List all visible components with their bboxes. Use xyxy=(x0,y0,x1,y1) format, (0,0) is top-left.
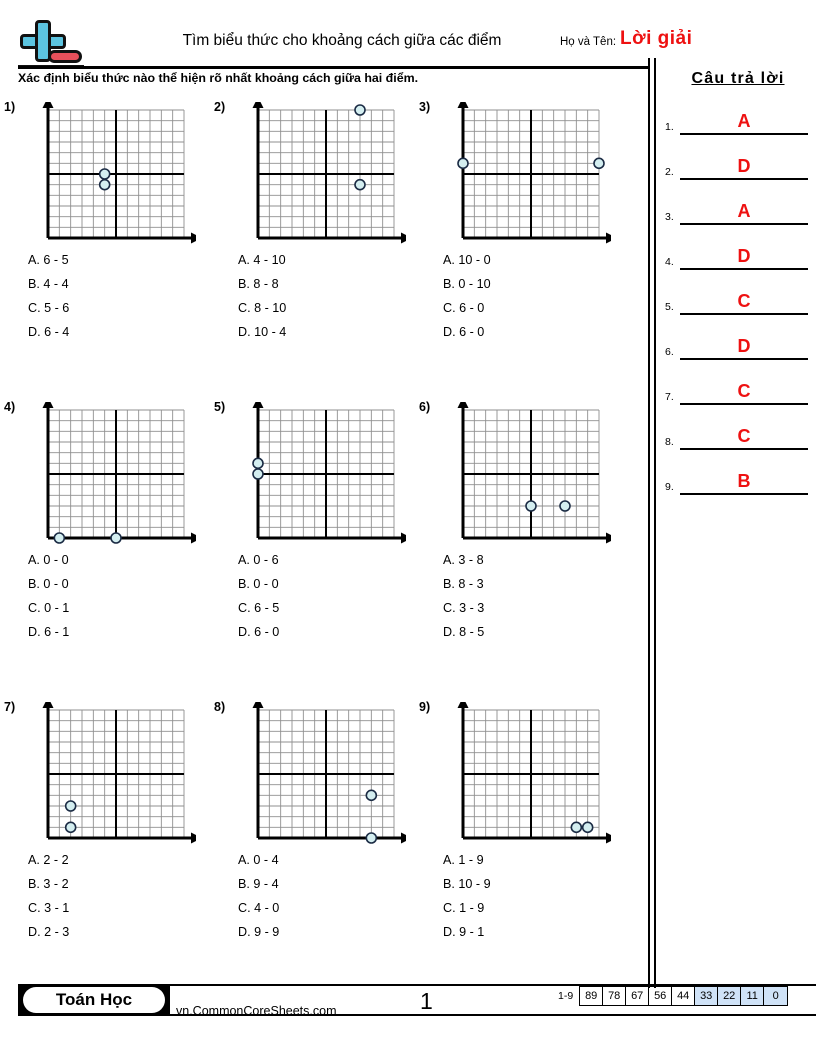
coordinate-plane xyxy=(246,402,406,550)
panel-divider-left xyxy=(648,58,650,988)
score-scale-cell: 33 xyxy=(695,987,718,1005)
answer-number: 6. xyxy=(665,346,674,358)
score-scale xyxy=(558,986,788,1006)
page-title: Tìm biểu thức cho khoảng cách giữa các điểm xyxy=(182,32,502,49)
score-scale-cell: 78 xyxy=(603,987,626,1005)
logo-minus-bar xyxy=(48,50,82,63)
answer-choice[interactable]: D. 2 - 3 xyxy=(28,925,70,939)
question-plot xyxy=(246,102,406,250)
question-item xyxy=(210,396,415,696)
answer-value: C xyxy=(737,381,751,401)
question-row xyxy=(0,396,648,696)
answer-choices xyxy=(238,248,413,344)
answer-choice[interactable]: C. 5 - 6 xyxy=(28,301,70,315)
question-number: 6) xyxy=(419,400,431,414)
data-point xyxy=(100,180,110,190)
data-point xyxy=(355,105,365,115)
answer-value: A xyxy=(737,111,751,131)
question-number: 3) xyxy=(419,100,431,114)
answer-row xyxy=(660,360,816,405)
question-number: 8) xyxy=(214,700,226,714)
score-scale-cell: 89 xyxy=(580,987,603,1005)
answer-choice[interactable]: A. 1 - 9 xyxy=(443,853,484,867)
answer-row xyxy=(660,450,816,495)
question-number: 5) xyxy=(214,400,226,414)
data-point xyxy=(253,469,263,479)
answer-choice[interactable]: B. 9 - 4 xyxy=(238,877,279,891)
answer-choices xyxy=(443,548,618,644)
answer-choice[interactable]: A. 0 - 4 xyxy=(238,853,279,867)
question-plot xyxy=(246,702,406,850)
question-item xyxy=(415,96,620,396)
answer-choice[interactable]: C. 8 - 10 xyxy=(238,301,287,315)
plus-minus-icon xyxy=(18,20,80,68)
answer-key-rows xyxy=(660,90,816,495)
coordinate-plane xyxy=(36,402,196,550)
answer-choice[interactable]: D. 9 - 9 xyxy=(238,925,280,939)
question-plot xyxy=(36,702,196,850)
answer-choice[interactable]: B. 4 - 4 xyxy=(28,277,69,291)
answer-number: 8. xyxy=(665,436,674,448)
data-point xyxy=(560,501,570,511)
question-item xyxy=(415,696,620,996)
answer-choices xyxy=(238,848,413,944)
coordinate-plane xyxy=(246,102,406,250)
question-row xyxy=(0,696,648,996)
data-point xyxy=(583,822,593,832)
answer-choices xyxy=(28,848,203,944)
answer-value: C xyxy=(737,291,751,311)
name-value: Lời giải xyxy=(620,28,693,49)
data-point xyxy=(571,822,581,832)
data-point xyxy=(526,501,536,511)
answer-value: A xyxy=(737,201,751,221)
question-item xyxy=(0,696,205,996)
data-point xyxy=(458,158,468,168)
question-item xyxy=(415,396,620,696)
brand-label: Toán Học xyxy=(23,987,165,1013)
brand-badge xyxy=(18,984,170,1016)
answer-choice[interactable]: D. 10 - 4 xyxy=(238,325,287,339)
answer-choice[interactable]: A. 3 - 8 xyxy=(443,553,484,567)
panel-divider-right xyxy=(654,58,656,988)
question-plot xyxy=(451,702,611,850)
score-scale-cell: 0 xyxy=(764,987,787,1005)
score-scale-cell: 67 xyxy=(626,987,649,1005)
answer-choice[interactable]: D. 8 - 5 xyxy=(443,625,485,639)
answer-row xyxy=(660,135,816,180)
answer-value: D xyxy=(737,336,751,356)
answer-choice[interactable]: B. 0 - 10 xyxy=(443,277,491,291)
data-point xyxy=(66,822,76,832)
answer-row xyxy=(660,90,816,135)
question-row xyxy=(0,96,648,396)
coordinate-plane xyxy=(451,102,611,250)
answer-number: 4. xyxy=(665,256,674,268)
question-plot xyxy=(246,402,406,550)
answer-choice[interactable]: A. 2 - 2 xyxy=(28,853,69,867)
score-scale-cell: 11 xyxy=(741,987,764,1005)
data-point xyxy=(54,533,64,543)
data-point xyxy=(100,169,110,179)
question-number: 9) xyxy=(419,700,431,714)
answer-value: D xyxy=(737,156,751,176)
answer-choice[interactable]: C. 6 - 0 xyxy=(443,301,485,315)
answer-choices xyxy=(443,248,618,344)
answer-number: 1. xyxy=(665,121,674,133)
answer-value: B xyxy=(737,471,751,491)
answer-value: C xyxy=(737,426,751,446)
score-scale-cell: 22 xyxy=(718,987,741,1005)
answer-choice[interactable]: A. 0 - 0 xyxy=(28,553,69,567)
answer-choice[interactable]: B. 8 - 3 xyxy=(443,577,484,591)
page-number: 1 xyxy=(420,988,433,1014)
questions-area xyxy=(0,96,648,996)
answer-blank-line xyxy=(680,493,808,495)
question-plot xyxy=(451,102,611,250)
data-point xyxy=(66,801,76,811)
answer-choice[interactable]: C. 1 - 9 xyxy=(443,901,485,915)
answer-number: 9. xyxy=(665,481,674,493)
question-plot xyxy=(451,402,611,550)
coordinate-plane xyxy=(246,702,406,850)
answer-number: 5. xyxy=(665,301,674,313)
question-item xyxy=(210,96,415,396)
question-item xyxy=(210,696,415,996)
question-number: 7) xyxy=(4,700,16,714)
name-label: Họ và Tên: xyxy=(560,36,617,48)
answer-choice[interactable]: D. 6 - 0 xyxy=(443,325,485,339)
question-item xyxy=(0,96,205,396)
answer-choice[interactable]: D. 6 - 4 xyxy=(28,325,70,339)
question-number: 2) xyxy=(214,100,226,114)
question-number: 1) xyxy=(4,100,16,114)
coordinate-plane xyxy=(451,702,611,850)
question-number: 4) xyxy=(4,400,16,414)
question-plot xyxy=(36,102,196,250)
answer-choice[interactable]: A. 0 - 6 xyxy=(238,553,279,567)
answer-choice[interactable]: A. 6 - 5 xyxy=(28,253,69,267)
instructions-text: Xác định biểu thức nào thể hiện rõ nhất khoảng cách giữa hai điểm. xyxy=(18,71,419,85)
answer-choice[interactable]: A. 10 - 0 xyxy=(443,253,491,267)
coordinate-plane xyxy=(451,402,611,550)
data-point xyxy=(111,533,121,543)
answer-choice[interactable]: D. 6 - 0 xyxy=(238,625,280,639)
answer-key-title: Câu trả lời xyxy=(691,70,785,87)
score-scale-cell: 56 xyxy=(649,987,672,1005)
data-point xyxy=(253,458,263,468)
answer-choice[interactable]: B. 3 - 2 xyxy=(28,877,69,891)
answer-row xyxy=(660,180,816,225)
answer-choice[interactable]: C. 0 - 1 xyxy=(28,601,70,615)
site-url: vn.CommonCoreSheets.com xyxy=(176,1004,337,1018)
answer-choice[interactable]: C. 4 - 0 xyxy=(238,901,280,915)
answer-row xyxy=(660,225,816,270)
score-scale-cell: 44 xyxy=(672,987,695,1005)
answer-choice[interactable]: C. 6 - 5 xyxy=(238,601,280,615)
answer-choices xyxy=(28,548,203,644)
answer-row xyxy=(660,270,816,315)
data-point xyxy=(594,158,604,168)
question-plot xyxy=(36,402,196,550)
question-item xyxy=(0,396,205,696)
answer-number: 3. xyxy=(665,211,674,223)
answer-choice[interactable]: A. 4 - 10 xyxy=(238,253,286,267)
worksheet-footer xyxy=(0,980,816,1056)
answer-choices xyxy=(28,248,203,344)
answer-choices xyxy=(443,848,618,944)
answer-number: 2. xyxy=(665,166,674,178)
answer-number: 7. xyxy=(665,391,674,403)
data-point xyxy=(366,833,376,843)
answer-choice[interactable]: D. 9 - 1 xyxy=(443,925,485,939)
coordinate-plane xyxy=(36,102,196,250)
answer-choice[interactable]: C. 3 - 1 xyxy=(28,901,70,915)
data-point xyxy=(366,790,376,800)
coordinate-plane xyxy=(36,702,196,850)
answer-choice[interactable]: B. 10 - 9 xyxy=(443,877,491,891)
answer-row xyxy=(660,315,816,360)
answer-choices xyxy=(238,548,413,644)
answer-choice[interactable]: B. 0 - 0 xyxy=(28,577,69,591)
answer-choice[interactable]: B. 8 - 8 xyxy=(238,277,279,291)
data-point xyxy=(355,180,365,190)
header-divider xyxy=(18,66,650,69)
answer-row xyxy=(660,405,816,450)
answer-choice[interactable]: D. 6 - 1 xyxy=(28,625,70,639)
answer-choice[interactable]: B. 0 - 0 xyxy=(238,577,279,591)
answer-key-panel xyxy=(660,70,816,495)
score-scale-range: 1-9 xyxy=(558,990,574,1002)
answer-value: D xyxy=(737,246,751,266)
score-scale-cells xyxy=(579,986,788,1006)
answer-choice[interactable]: C. 3 - 3 xyxy=(443,601,485,615)
